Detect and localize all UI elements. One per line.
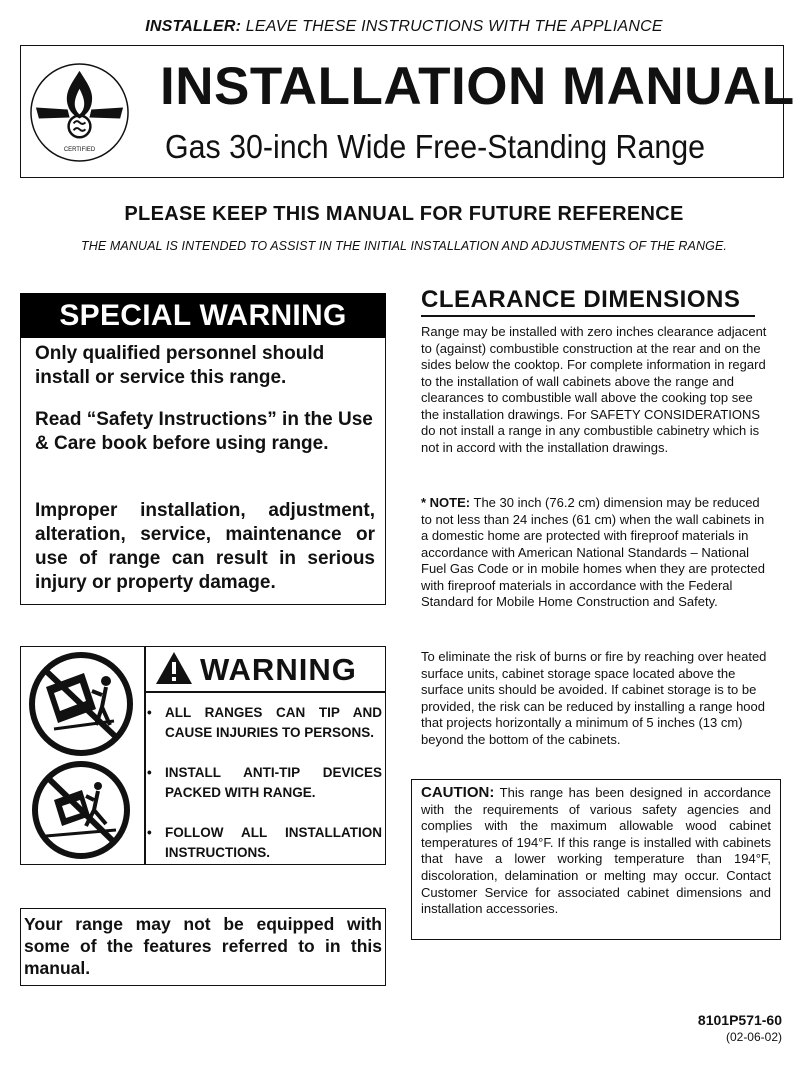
special-warning-paragraph: Only qualified personnel should install or service this range. (35, 343, 325, 388)
caution-label: CAUTION: (421, 784, 495, 801)
clearance-paragraph: To eliminate the risk of burns or fire by reaching over heated surface units, cabinet storage space located above the surface units should be avoided. If cabinet storage is to be provided, the risk can be reduced by installing a range hood that projects horizontally a minimum of 5 inches (13 cm) beyond the bottom of the cabinets. (421, 649, 767, 747)
special-warning-paragraph: Read “Safety Instructions” in the Use & Care book before using range. (35, 409, 373, 454)
clearance-note-text: The 30 inch (76.2 cm) dimension may be reduced to not less than 24 inches (61 cm) when the wall cabinets in a domestic home are protected with fireproof materials in accordance with American National Standards – National Fuel Gas Code or in mobile homes when they are protected with fireproof materials in accordance with the Federal Standard for Mobile Home Construction and Safety. (421, 495, 765, 609)
warning-divider (144, 646, 146, 865)
clearance-heading: CLEARANCE DIMENSIONS (421, 286, 741, 313)
manual-subtitle: Gas 30-inch Wide Free-Standing Range (165, 128, 706, 165)
installer-note-prefix: INSTALLER: (145, 18, 242, 35)
certification-logo-icon (28, 61, 131, 164)
no-tipping-range-icon (24, 651, 138, 757)
intended-notice: THE MANUAL IS INTENDED TO ASSIST IN THE INITIAL INSTALLATION AND ADJUSTMENTS OF THE RANGE. (81, 239, 727, 253)
special-warning-paragraph: Improper installation, adjustment, alteration, service, maintenance or use of range can result in serious injury or property damage. (35, 500, 375, 593)
document-date: (02-06-02) (725, 1030, 782, 1044)
caution-body: This range has been designed in accordance with the requirements of various safety agencies and complies with the maximum allowable wood cabinet temperatures of 194°F. If this range is installed with cabinets that have a lower working temperature than 194°F, discoloration, delamination or melting may occur. Contact Customer Service for associated cabinet dimensions and installation accessories. (421, 785, 771, 917)
warning-bullet (147, 763, 382, 803)
clearance-note (421, 495, 767, 611)
features-notice: Your range may not be equipped with some of the features referred to in this manual. (24, 914, 382, 978)
keep-manual-notice: PLEASE KEEP THIS MANUAL FOR FUTURE REFERENCE (124, 203, 684, 225)
caution-text (421, 785, 771, 918)
installer-note (0, 18, 808, 36)
warning-bullet (147, 703, 382, 743)
document-number: 8101P571-60 (697, 1012, 782, 1028)
clearance-heading-underline (421, 315, 755, 317)
warning-bullet-text: INSTALL ANTI-TIP DEVICES PACKED WITH RANGE. (165, 765, 382, 800)
installer-note-text: LEAVE THESE INSTRUCTIONS WITH THE APPLIANCE (241, 18, 663, 35)
bullet-dot-icon: • (147, 765, 152, 780)
clearance-paragraph: Range may be installed with zero inches clearance adjacent to (against) combustible construction at the rear and on the sides below the cooktop. For complete information in regard to the installation of wall cabinets above the range and clearances to combustible wall above the cooking top see the installation drawings. For SAFETY CONSIDERATIONS do not install a range in any combustible cabinetry which is not in accord with the installation drawings. (421, 324, 767, 455)
warning-bullet-text: ALL RANGES CAN TIP AND CAUSE INJURIES TO PERSONS. (165, 705, 382, 740)
warning-triangle-icon (154, 650, 194, 686)
no-tipping-oven-door-icon (24, 760, 138, 860)
manual-title: INSTALLATION MANUAL (160, 57, 795, 116)
logo-certified-text: CERTIFIED (63, 147, 96, 154)
clearance-note-label: * NOTE: (421, 495, 471, 510)
bullet-dot-icon: • (147, 705, 152, 720)
warning-bullet (147, 823, 382, 863)
bullet-dot-icon: • (147, 825, 152, 840)
warning-bullet-text: FOLLOW ALL INSTALLATION INSTRUCTIONS. (165, 825, 382, 860)
warning-heading: WARNING (200, 652, 357, 687)
special-warning-heading: SPECIAL WARNING (20, 293, 386, 338)
